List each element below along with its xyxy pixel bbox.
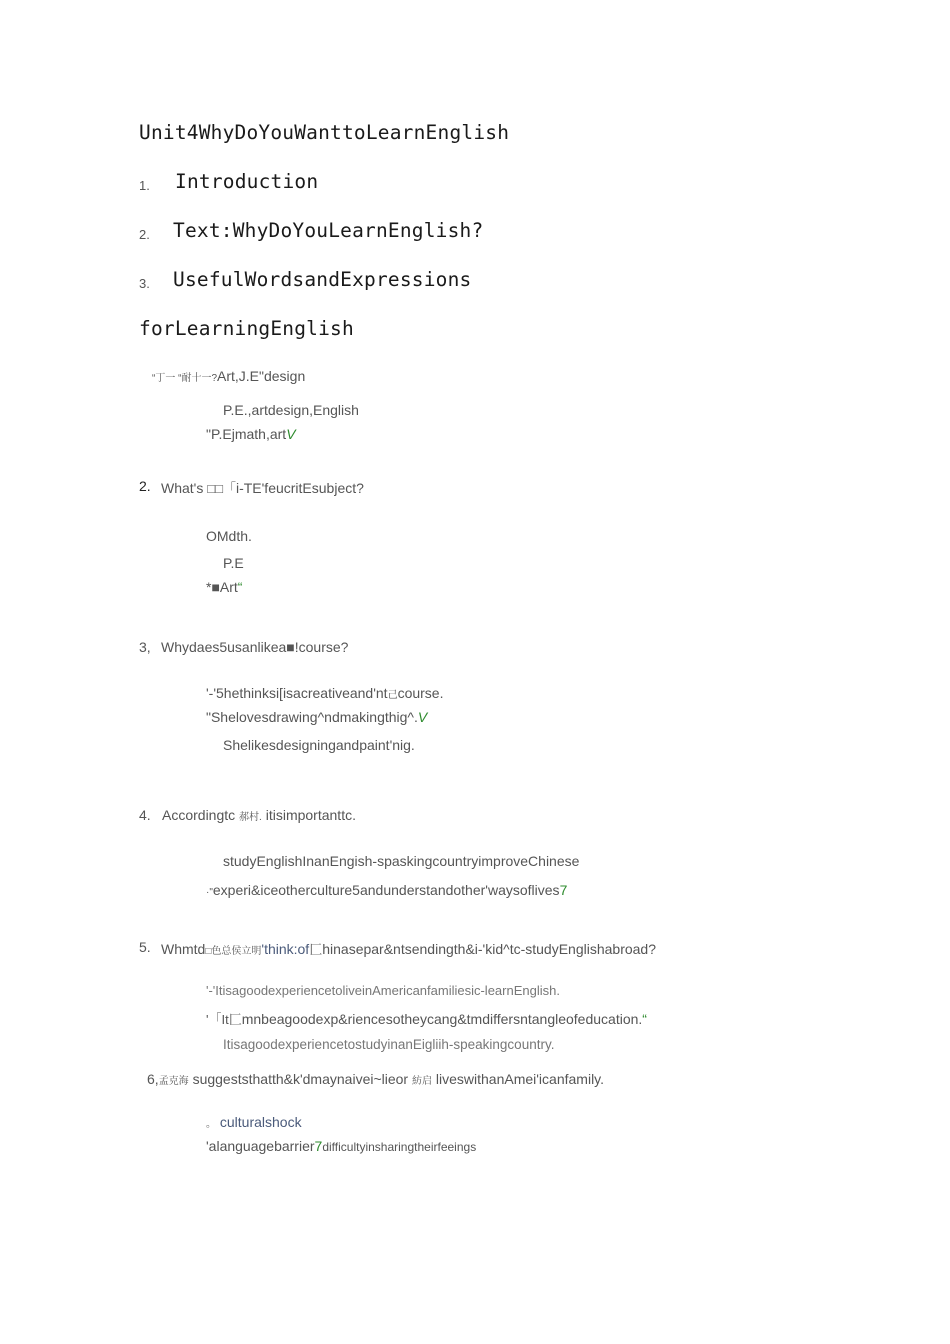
answer-option: studyEnglishInanEngish-spaskingcountryimproveChinese [223,853,580,869]
question-number: 4. [139,807,151,823]
answer-option-text: culturalshock [219,1114,302,1130]
answer-option [206,1138,476,1154]
answer-option-prefix: '「It匚 [206,1012,242,1027]
answer-option-prefix: 。 [206,1119,216,1130]
check-mark: 7 [314,1138,323,1154]
answer-option: Shelikesdesigningandpaint'nig. [223,737,415,753]
question-4-text-c: itisimportanttc. [265,807,356,823]
answer-option-text: "Shelovesdrawing^ndmakingthig^. [206,709,418,725]
question-2-box: □□「 [207,481,236,496]
answer-option-text: *■Art [206,579,238,595]
check-mark: “ [237,579,243,595]
answer-option: P.E [223,555,244,571]
answer-option [206,1114,302,1130]
outline-item-text: Text:WhyDoYouLearnEnglish? [173,219,484,242]
answer-option-text-c: course. [397,685,444,701]
outline-number: 2. [139,227,150,242]
question-6-cjk-a: 孟克海 [158,1076,189,1087]
question-1 [152,368,305,384]
question-number: 2. [139,478,151,494]
check-mark: 7 [559,882,568,898]
answer-option-prefix: ·" [206,887,213,898]
question-5-char: 匚 [309,942,323,957]
document-title: Unit4WhyDoYouWanttoLearnEnglish [139,121,510,144]
answer-option [206,426,296,442]
question-number: 3, [139,639,151,655]
question-4-cjk: 郝村. [239,812,262,823]
answer-option-text: "P.Ejmath,art [206,426,287,442]
answer-option-text-b: difficultyinsharingtheirfeeings [322,1140,477,1154]
question-6-text-b: suggeststhatth&k'dmaynaivei~lieor [192,1071,409,1087]
answer-option: P.E.,artdesign,English [223,402,359,418]
answer-option [206,685,443,701]
question-6-text-d: liveswithanAmei'icanfamily. [435,1071,605,1087]
question-5-cjk: □色总侯立明 [205,946,262,957]
question-6-num: 6, [147,1071,159,1087]
question-5-text-a: Whmtd [161,941,206,957]
outline-item-continuation: forLearningEnglish [139,317,354,340]
answer-option-text-a: 'alanguagebarrier [206,1138,315,1154]
answer-option: OMdth. [206,528,252,544]
check-mark: V [286,426,296,442]
answer-option [206,1009,647,1028]
question-2 [161,478,364,497]
answer-option: '-'ItisagoodexperiencetoliveinAmericanfamiliesic-learnEnglish. [206,983,560,998]
answer-option-char: 己 [387,690,398,701]
question-number: 5. [139,939,151,955]
question-1-text: Art,J.E"design [217,368,306,384]
outline-item-useful-words: UsefulWordsandExpressions [173,268,472,291]
question-3: Whydaes5usanlikea■!course? [161,639,349,655]
question-2-text-a: What's [161,480,208,496]
question-1-prefix: “丁一 “耐十一? [152,373,217,384]
answer-option [206,579,242,595]
question-5 [161,939,656,958]
outline-number: 1. [139,178,150,193]
check-mark: V [417,709,428,725]
answer-option-text-a: '-'5hethinksi[isacreativeand'nt [206,685,388,701]
question-2-text-b: i-TE'feucritEsubject? [235,480,364,496]
outline-item-introduction: Introduction [175,170,319,193]
answer-option-text: mnbeagoodexp&riencesotheycang&tmdiffersntangleofeducation. [241,1011,643,1027]
question-4 [162,807,356,823]
answer-option: ItisagoodexperiencetostudyinanEigliih-speakingcountry. [223,1037,555,1052]
question-4-text-a: Accordingtc [162,807,236,823]
question-6 [147,1071,604,1087]
question-5-text-e: hinasepar&ntsendingth&i-'kid^tc-studyEnglishabroad? [322,941,656,957]
answer-option-text: experi&iceotherculture5andunderstandother'waysoflives [212,882,560,898]
question-5-text-c: 'think:of [261,941,310,957]
answer-option [206,882,567,898]
outline-number: 3. [139,276,150,291]
answer-option [206,709,427,725]
question-6-cjk-c: 紡启 [412,1076,432,1087]
check-mark: “ [642,1011,647,1027]
